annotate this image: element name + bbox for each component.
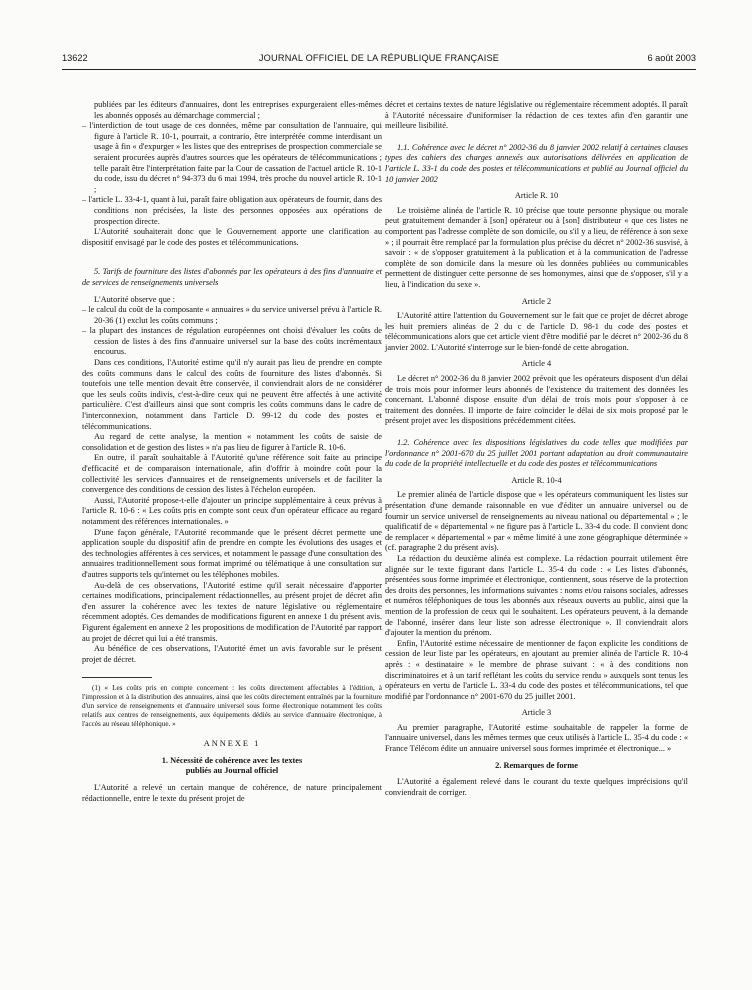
paragraph: Au-delà de ces observations, l'Autorité estime qu'il serait nécessaire d'apporter certaines modifications, principalement rédactionnelles, au présent projet de décret afin d'en assurer la cohérence avec les textes de nature législative ou réglementaire récemment adoptés. Ces demandes de modifications figurent en annexe 1 du présent avis. Figurent également en annexe 2 les propositions de modification de l'Autorité par rapport au projet de décret qui lui a été transmis.	[82, 580, 382, 643]
paragraph: Enfin, l'Autorité estime nécessaire de mentionner de façon explicite les conditions de cession de leur liste par les opérateurs, en ajoutant au premier alinéa de l'article R. 10-4 après : « destinataire » le membre de phrase suivant : « à des conditions non discriminatoires et à un tarif reflétant les coûts du service rendu » auxquels sont tenus les opérateurs en vertu de l'article L. 33-4 du code des postes et télécommunications, tel que modifié par l'ordonnance n° 2001-670 du 25 juillet 2001.	[385, 638, 688, 701]
list-item: – l'article L. 33-4-1, quant à lui, paraît faire obligation aux opérateurs de fournir, dans des conditions non précisées, la liste des personnes opposées aux opérations de prospection directe.	[82, 195, 382, 226]
paragraph: Au bénéfice de ces observations, l'Autorité émet un avis favorable sur le présent projet de décret.	[82, 644, 382, 664]
article-heading: Article R. 10	[514, 191, 559, 201]
section-heading-bold: 2. Remarques de forme	[495, 760, 578, 770]
paragraph: Dans ces conditions, l'Autorité estime qu'il n'y aurait pas lieu de prendre en compte des coûts communs dans le calcul des coûts de fourniture des listes d'abonnés. Si toutefois une telle mention devait être conservée, il conviendrait alors de ne considérer que les seuls coûts indivis, c'est-à-dire ceux qui ne peuvent être affectés à une activité particulière. C'est d'ailleurs ainsi que sont compris les coûts communs dans le cadre de l'interconnexion, notamment dans l'article D. 99-12 du code des postes et télécommunications.	[82, 358, 382, 431]
list-item: – l'interdiction de tout usage de ces données, même par consultation de l'annuaire, qui figure à l'article R. 10-1, pourrait, a contrario, être interprétée comme interdisant un usage à fin « d'expurger » les listes que des entreprises de prospection commerciale se seraient procurées auprès d'autres sources que les opérateurs de télécommunications ; telle paraît être l'interprétation faite par la Cour de cassation de l'actuel article R. 10-1 du code, issu du décret n° 94-373 du 6 mai 1994, très proche du nouvel article R. 10-1 ;	[82, 121, 382, 194]
paragraph: Le premier alinéa de l'article dispose que « les opérateurs communiquent les listes sur présentation d'une demande raisonnable en vue d'éditer un annuaire universel ou de fournir un service universel de renseignements au niveau national ou départemental » ; le qualificatif de « départemental » ne figure pas à l'article L. 33-4 du code. Il convient donc de remplacer « départemental » par « même limité à une zone géographique déterminée » (cf. paragraphe 2 du présent avis).	[385, 490, 688, 553]
annex-heading-line1: 1. Nécessité de cohérence avec les textes	[161, 755, 303, 765]
section-heading: 1.2. Cohérence avec les dispositions législatives du code telles que modifiées par l'ordonnance n° 2001-670 du 25 juillet 2001 portant adaptation au droit communautaire du code de la propriété intellectuelle et du code des postes et télécommunications	[385, 438, 688, 469]
bullet-list	[82, 121, 382, 227]
annex-heading-line2: publiés au Journal officiel	[185, 766, 279, 776]
paragraph: L'Autorité a relevé un certain manque de cohérence, de nature principalement rédactionnelle, entre le texte du présent projet de	[82, 783, 382, 803]
page-number: 13622	[62, 53, 88, 63]
paragraph: En outre, il paraît souhaitable à l'Autorité qu'une référence soit faite au principe d'efficacité et de comparaison internationale, afin d'offrir à moindre coût pour la collectivité les services d'annuaires et de renseignements universels et de faciliter la convergence des conditions de cession des listes à l'échelon européen.	[82, 453, 382, 495]
paragraph: L'Autorité souhaiterait donc que le Gouvernement apporte une clarification au dispositif envisagé par le code des postes et télécommunications.	[82, 227, 382, 247]
article-heading: Article 2	[521, 296, 552, 306]
paragraph: Aussi, l'Autorité propose-t-elle d'ajouter un principe supplémentaire à ceux prévus à l'article R. 10-6 : « Les coûts pris en compte sont ceux d'un opérateur efficace au regard notamment des références internationales. »	[82, 495, 382, 526]
right-column	[385, 100, 688, 798]
paragraph: L'Autorité observe que :	[94, 294, 175, 304]
list-item: – le calcul du coût de la composante « annuaires » du service universel prévu à l'article R. 20-36 (1) exclut les coûts communs ;	[82, 305, 382, 325]
header-rule	[62, 69, 696, 70]
paragraph: publiées par les éditeurs d'annuaires, dont les entreprises expurgeraient elles-mêmes les abonnés opposés au démarchage commercial ;	[94, 100, 382, 120]
footnote: (1) « Les coûts pris en compte concernent : les coûts directement affectables à l'édition, à l'impression et à la distribution des annuaires, ainsi que les coûts directement entraînés par la fourniture d'un service de renseignements et d'annuaire universel sous forme électronique notamment les coûts relatifs aux centres de renseignements, aux équipements dédiés au service d'annuaire électronique, à l'accès au réseau téléphonique. »	[82, 684, 382, 729]
left-column	[82, 100, 382, 804]
page-header	[62, 53, 696, 67]
paragraph: décret et certains textes de nature législative ou réglementaire récemment adoptés. Il paraît à l'Autorité nécessaire d'uniformiser la rédaction de ces textes afin d'en garantir une meilleure lisibilité.	[385, 100, 688, 131]
paragraph: Au regard de cette analyse, la mention « notamment les coûts de saisie de consolidation et de gestion des listes » n'a pas lieu de figurer à l'article R. 10-6.	[82, 432, 382, 452]
issue-date: 6 août 2003	[647, 53, 696, 63]
bullet-list	[82, 305, 382, 358]
paragraph: L'Autorité a également relevé dans le courant du texte quelques imprécisions qu'il conviendrait de corriger.	[385, 777, 688, 797]
paragraph: Au premier paragraphe, l'Autorité estime souhaitable de rappeler la forme de l'annuaire universel, dans les mêmes termes que ceux utilisés à l'article L. 35-4 du code : « France Télécom édite un annuaire universel sous formes imprimée et électronique... »	[385, 722, 688, 754]
footnote-rule	[82, 677, 152, 678]
journal-title: JOURNAL OFFICIEL DE LA RÉPUBLIQUE FRANÇAISE	[258, 53, 500, 63]
paragraph: D'une façon générale, l'Autorité recommande que le présent décret permette une application souple du dispositif afin de prendre en compte les évolutions des usages et des technologies afférentes à ces services, et notamment le passage d'une consultation des annuaires traditionnellement sous format imprimé ou télématique à une consultation sur d'autres supports tels qu'internet ou les téléphones mobiles.	[82, 527, 382, 579]
article-heading: Article 3	[521, 708, 552, 718]
paragraph: La rédaction du deuxième alinéa est complexe. La rédaction pourrait utilement être alignée sur le texte figurant dans l'article L. 35-4 du code : « Les listes d'abonnés, présentées sous forme imprimée et électronique, contiennent, sous réserve de la protection des droits des personnes, les informations suivantes : noms et/ou raisons sociales, adresses et numéros téléphoniques de tous les abonnés aux réseaux ouverts au public, ainsi que la mention de la profession de ceux qui le souhaitent. Les opérateurs peuvent, à la demande de l'abonné, insérer dans leur liste son adresse électronique ». Il conviendrait alors d'ajouter la mention du prénom.	[385, 553, 688, 638]
annex-title: ANNEXE 1	[203, 739, 261, 749]
paragraph: Le troisième alinéa de l'article R. 10 précise que toute personne physique ou morale peut gratuitement demander à [son] opérateur ou à [son] distributeur « que ces listes ne comportent pas l'adresse complète de son domicile, ou s'il y a lieu, de référence à son sexe » ; il pourrait être remplacé par la formulation plus précise du décret n° 2002-36 susvisé, à savoir : « de s'opposer gratuitement à la publication et à la communication de l'adresse complète de son domicile dans la mesure où les données publiées ou communicables permettent de distinguer cette personne de ses homonymes, ainsi que de s'opposer, s'il y a lieu, à l'indication du sexe ».	[385, 205, 688, 289]
paragraph: Le décret n° 2002-36 du 8 janvier 2002 prévoit que les opérateurs disposent d'un délai de trois mois pour informer leurs abonnés de l'existence du traitement des données les concernant. L'abonné dispose ensuite d'un délai de trois mois pour s'opposer à ce traitement des données. Il importe de faire coïncider le délai de six mois proposé par le présent projet avec les dispositions précédemment citées.	[385, 374, 688, 426]
section-heading: 5. Tarifs de fourniture des listes d'abonnés par les opérateurs à des fins d'annuaire et de services de renseignements universels	[82, 267, 382, 287]
article-heading: Article R. 10-4	[511, 475, 562, 485]
article-heading: Article 4	[521, 359, 552, 369]
paragraph: L'Autorité attire l'attention du Gouvernement sur le fait que ce projet de décret abroge les huit premiers alinéas de 2 du c de l'article D. 98-1 du code des postes et télécommunications alors que cet article vient d'être modifié par le décret n° 2002-36 du 8 janvier 2002. L'Autorité s'interroge sur le bien-fondé de cette abrogation.	[385, 311, 688, 352]
section-heading: 1.1. Cohérence avec le décret n° 2002-36 du 8 janvier 2002 relatif à certaines clauses types des cahiers des charges annexés aux autorisations délivrées en application de l'article L. 33-1 du code des postes et télécommunications et publié au Journal officiel du 10 janvier 2002	[385, 142, 688, 184]
list-item: – la plupart des instances de régulation européennes ont choisi d'évaluer les coûts de cession de listes à des fins d'annuaire universel sur la base des coûts incrémentaux encourus.	[82, 326, 382, 357]
